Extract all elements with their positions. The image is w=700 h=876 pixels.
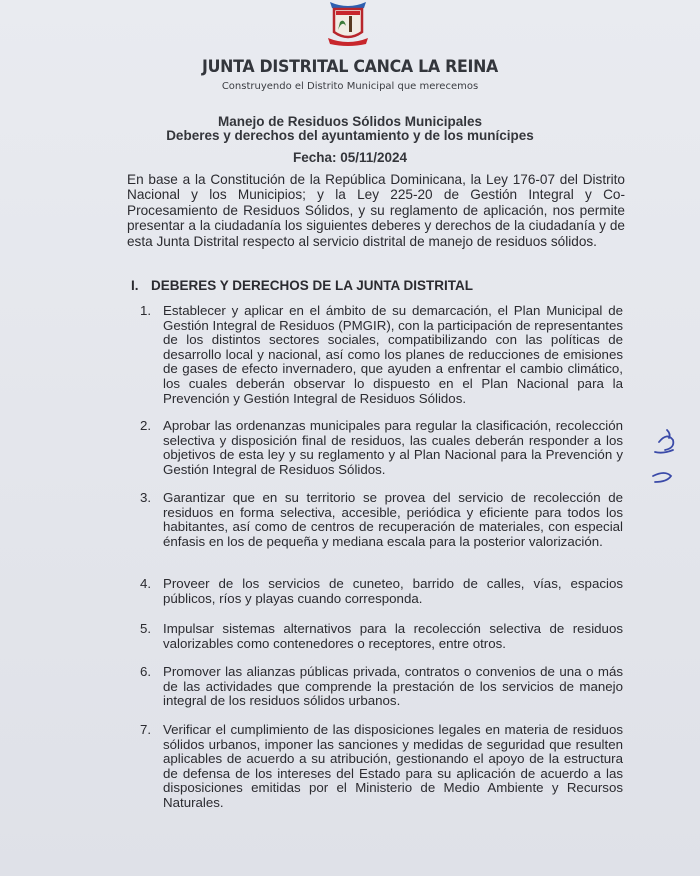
list-item [140,665,623,709]
section-heading [131,278,473,293]
intro-paragraph: En base a la Constitución de la República Dominicana, la Ley 176-07 del Distrito Nacional y los Municipios; y la Ley 225-20 de Gestión Integral y Co-Procesamiento de Residuos Sólidos, y su reglamento de aplicación, nos permite presentar a la ciudadanía los siguientes deberes y derechos de la ciudadanía y de esta Junta Distrital respecto al servicio distrital de manejo de residuos sólidos. [127,172,625,249]
item-number: 2. [140,418,152,433]
item-number: 3. [140,490,152,505]
list-item [140,577,623,606]
section-title: DEBERES Y DERECHOS DE LA JUNTA DISTRITAL [151,278,474,293]
item-text: Impulsar sistemas alternativos para la recolección selectiva de residuos valorizables como contenedores o receptores, entre otros. [163,621,623,651]
list-item [140,723,623,811]
item-text: Promover las alianzas públicas privada, contratos o convenios de una o más de las actividades que comprende la prestación de los servicios de manejo integral de los residuos sólidos urbanos. [163,664,623,709]
item-text: Proveer de los servicios de cuneteo, barrido de calles, vías, espacios públicos, ríos y playas cuando corresponda. [163,576,623,606]
item-number: 7. [140,722,152,737]
section-number: I. [131,278,139,293]
item-text: Garantizar que en su territorio se provea del servicio de recolección de residuos en forma selectiva, accesible, periódica y eficiente para todos los habitantes, así como de centros de recuperación de materiales, con especial énfasis en los de pequeña y mediana escala para la posterior valorización. [163,490,623,549]
item-number: 6. [140,664,152,679]
tagline: Construyendo el Distrito Municipal que merecemos [221,81,479,92]
list-item [140,419,623,477]
item-text: Aprobar las ordenanzas municipales para regular la clasificación, recolección selectiva y disposición final de residuos, las cuales deberán responder a los objetivos de esta ley y su reglamento y al Plan Nacional para la Prevención y Gestión Integral de Residuos Sólidos. [163,418,623,477]
handwritten-pen-mark [645,428,695,488]
document-date: Fecha: 05/11/2024 [292,150,408,165]
document-subtitle: Deberes y derechos del ayuntamiento y de los munícipes [166,128,534,143]
item-text: Verificar el cumplimiento de las disposiciones legales en materia de residuos sólidos urbanos, imponer las sanciones y medidas de seguridad que resulten aplicables de acuerdo a su atribución, gestionando el apoyo de la estructura de defensa de los intereses del Estado para su aplicación de acuerdo a las disposiciones emitidas por el Ministerio de Medio Ambiente y Recursos Naturales. [163,722,623,810]
coat-of-arms-logo [324,0,372,48]
organization-name: JUNTA DISTRITAL CANCA LA REINA [201,57,499,77]
list-item [140,622,623,651]
item-number: 1. [140,303,152,318]
item-text: Establecer y aplicar en el ámbito de su demarcación, el Plan Municipal de Gestión Integral de Residuos (PMGIR), con la participación de representantes de los distintos sectores sociales, compatibilizando con las políticas de desarrollo local y nacional, así como los planes de reducciones de emisiones de gases de efecto invernadero, que ayuden a enfrentar el cambio climático, los cuales deberán observar lo dispuesto en el Plan Nacional para la Prevención y Gestión Integral de Residuos Sólidos. [163,303,623,406]
item-number: 5. [140,621,152,636]
list-item [140,491,623,549]
document-title: Manejo de Residuos Sólidos Municipales [217,114,483,129]
item-number: 4. [140,576,152,591]
list-item [140,304,623,406]
